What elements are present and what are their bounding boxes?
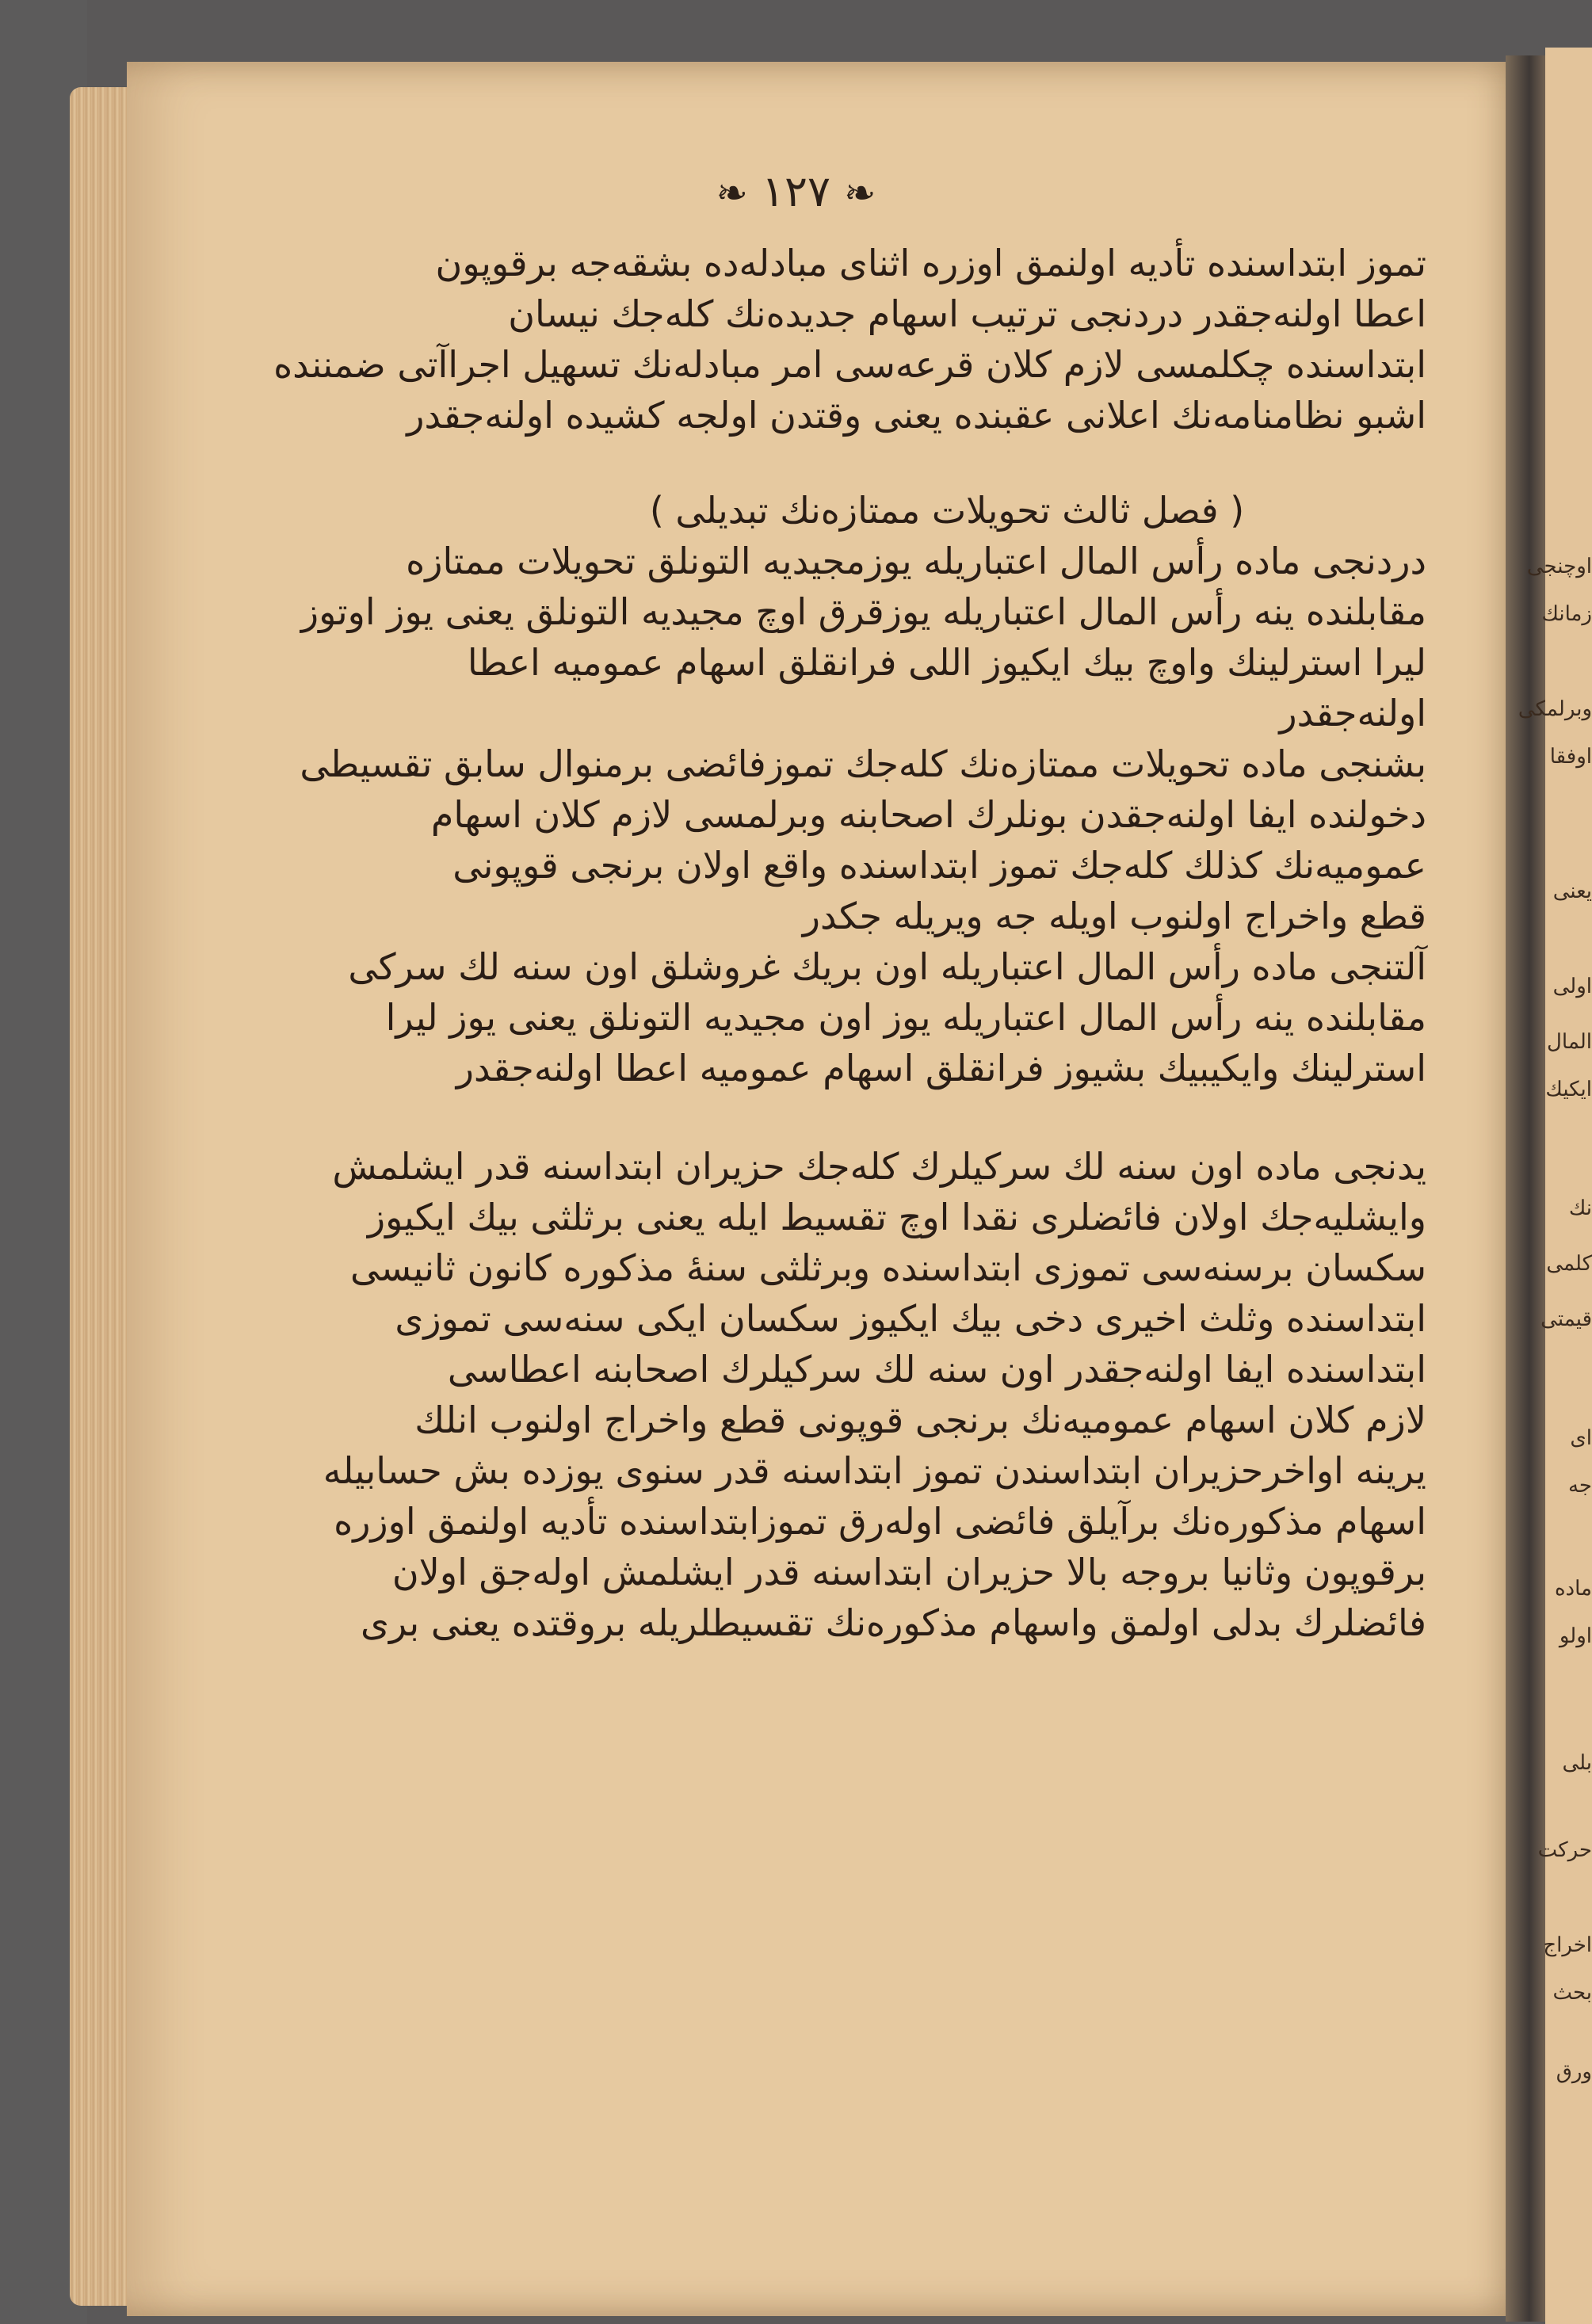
facing-page-fragment: المال	[1547, 1030, 1592, 1054]
facing-page-fragment: اولو	[1559, 1624, 1592, 1648]
text-line: آلتنجى ماده رأس المال اعتباريله اون بريك غروشلق اون سنه لك سركى	[348, 945, 1426, 988]
article-6	[348, 941, 1426, 1093]
text-line: اسهام مذكورەنك برآيلق فائضى اولەرق تموزابتداسنده تأديه اولنمق اوزره	[334, 1500, 1426, 1543]
facing-page-fragment: قيمتى	[1540, 1307, 1592, 1331]
text-line: سكسان برسنەسى تموزى ابتداسنده وبرثلثى سنهٔ مذكوره كانون ثانيسى	[350, 1246, 1426, 1289]
body-text	[273, 238, 1426, 1648]
page-number-header	[0, 166, 1592, 216]
facing-page-fragment: حركت	[1537, 1838, 1592, 1862]
facing-page-fragment: ماده	[1554, 1577, 1592, 1601]
article-7	[323, 1141, 1426, 1648]
facing-page-fragment: بلى	[1562, 1751, 1592, 1775]
facing-page-fragment: يعنى	[1552, 880, 1592, 903]
paragraph-intro	[273, 238, 1426, 441]
facing-page-fragment: اى	[1570, 1426, 1592, 1450]
article-4	[300, 536, 1426, 738]
facing-page-fragment: ايكيك	[1545, 1078, 1592, 1101]
page-number: ١٢٧	[761, 166, 830, 216]
text-line: مقابلنده ينه رأس المال اعتباريله يوزقرق اوچ مجيديه التونلق يعنى يوز اوتوز	[300, 590, 1426, 633]
facing-page-fragment: اولى	[1552, 975, 1592, 998]
fleuron-ornament-icon: ❧	[844, 171, 876, 216]
text-line: استرلينك وايكيبيك بشيوز فرانقلق اسهام عموميه اعطا اولنەجقدر	[456, 1047, 1426, 1089]
paragraph-spacer	[468, 1093, 1426, 1141]
article-5	[300, 738, 1426, 941]
fleuron-ornament-icon: ❧	[716, 171, 748, 216]
facing-page-fragment: اوفقا	[1549, 745, 1592, 769]
text-line: برقوپون وثانيا بروجه بالا حزيران ابتداسنه قدر ايشلمش اولەجق اولان	[391, 1551, 1426, 1593]
text-line: وايشليەجك اولان فائضلرى نقدا اوچ تقسيط ايله يعنى برثلثى بيك ايكيوز	[367, 1196, 1426, 1238]
text-line: فائضلرك بدلى اولمق واسهام مذكورەنك تقسيطلريله بروقتده يعنى برى	[361, 1601, 1426, 1644]
text-line: بشنجى ماده تحويلات ممتازەنك كلەجك تموزفائضى برمنوال سابق تقسيطى	[300, 742, 1426, 785]
text-line: دخولنده ايفا اولنەجقدن بونلرك اصحابنه وبرلمسى لازم كلان اسهام	[430, 793, 1426, 836]
text-line: ابتداسنده وثلث اخيرى دخى بيك ايكيوز سكسان ايكى سنەسى تموزى	[395, 1297, 1426, 1340]
text-line: يدنجى ماده اون سنه لك سركيلرك كلەجك حزيران ابتداسنه قدر ايشلمش	[332, 1145, 1426, 1188]
text-line: قطع واخراج اولنوب اويله جه ويريله جكدر	[802, 895, 1426, 937]
text-line: اعطا اولنەجقدر دردنجى ترتيب اسهام جديدەنك كلەجك نيسان	[508, 292, 1426, 335]
facing-page-fragment: بحث	[1552, 1981, 1592, 2005]
text-line: اولنەجقدر	[1279, 692, 1426, 735]
text-line: يرينه اواخرحزيران ابتداسندن تموز ابتداسنه قدر سنوى يوزده بش حسابيله	[323, 1449, 1426, 1492]
text-line: لازم كلان اسهام عموميەنك برنجى قوپونى قطع واخراج اولنوب انلك	[414, 1399, 1426, 1441]
facing-page-fragment: وبرلمكى	[1518, 697, 1592, 721]
facing-page-fragment: اخراج	[1543, 1933, 1592, 1957]
text-line: مقابلنده ينه رأس المال اعتباريله يوز اون مجيديه التونلق يعنى يوز ليرا	[385, 996, 1426, 1039]
text-line: عموميەنك كذلك كلەجك تموز ابتداسنده واقع اولان برنجى قوپونى	[452, 844, 1426, 887]
facing-page-fragment: جه	[1567, 1474, 1592, 1498]
text-line: ليرا استرلينك واوچ بيك ايكيوز اللى فرانقلق اسهام عموميه اعطا	[467, 641, 1426, 684]
section-heading: ( فصل ثالث تحويلات ممتازەنك تبديلى )	[649, 489, 1245, 532]
text-line: تموز ابتداسنده تأديه اولنمق اوزره اثناى مبادلەده بشقەجه برقوپون	[435, 242, 1426, 284]
facing-page-fragment: اوچنجى	[1526, 555, 1592, 578]
facing-page-fragment: زمانك	[1541, 602, 1592, 626]
text-line: ابتداسنده ايفا اولنەجقدر اون سنه لك سركيلرك اصحابنه اعطاسى	[447, 1348, 1426, 1391]
facing-page-edge	[1518, 48, 1592, 2324]
facing-page-fragment: نك	[1568, 1196, 1592, 1220]
text-line: ابتداسنده چكلمسى لازم كلان قرعەسى امر مبادلەنك تسهيل اجراآتى ضمننده	[273, 343, 1426, 386]
facing-page-fragment: ورق	[1556, 2060, 1592, 2084]
text-line: دردنجى ماده رأس المال اعتباريله يوزمجيديه التونلق تحويلات ممتازه	[406, 540, 1426, 582]
facing-page-fragment: كلمى	[1546, 1252, 1592, 1276]
text-line: اشبو نظامنامەنك اعلانى عقبنده يعنى وقتدن اولجه كشيده اولنەجقدر	[407, 394, 1426, 437]
